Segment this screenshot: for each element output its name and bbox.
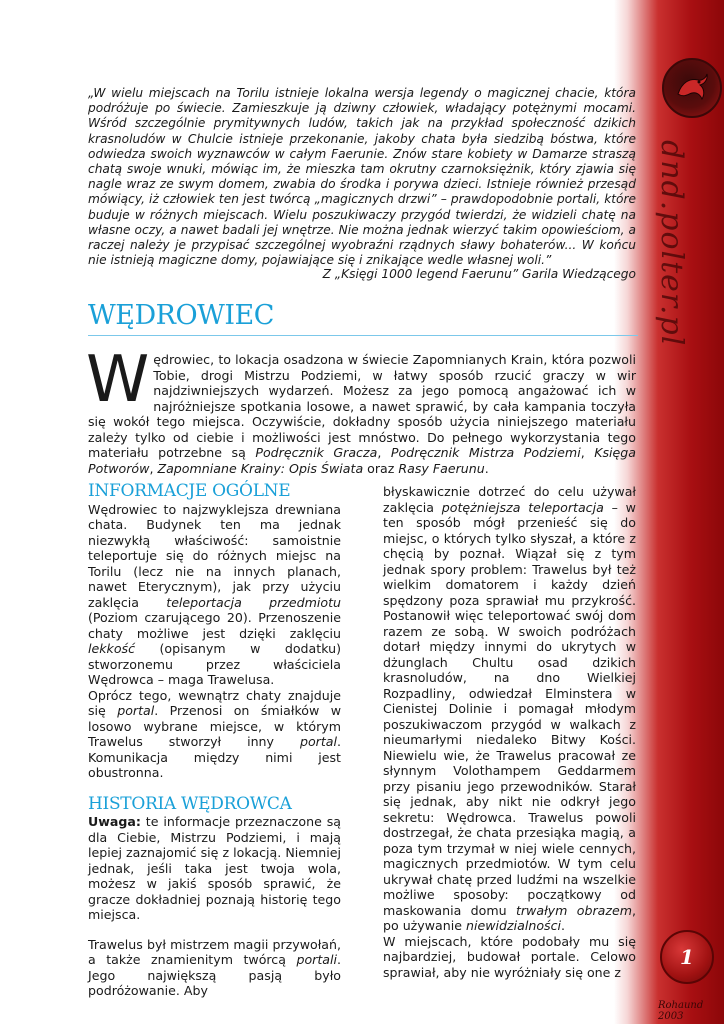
page-number-badge [660,930,714,984]
quote-source: Z „Księgi 1000 legend Faerunu” Garila Wiedzącego [322,267,636,281]
info-paragraph-1: Wędrowiec to najzwyklejsza drewniana chata. Budynek ten ma jednak niezwykłą właściwość: samoistnie teleportuje się do różnych miejsc na Torilu (lecz nie na innych planach, nawet Eterycznym), jak przy użyciu zaklęcia teleportacja przedmiotu (Poziom czarującego 20). Przenoszenie chaty możliwe jest dzięki zaklęciu lekkość (opisanym w dodatku) stworzonemu przez właściciela Wędrowca – maga Trawelusa. [88,501,342,687]
site-watermark: dnd.polter.pl [654,140,689,347]
history-paragraph-3: W miejscach, które podobały mu się najbardziej, budował portale. Celowo sprawiał, aby nie wyróżniały się one z [383,933,636,980]
page-title: WĘDROWIEC [88,300,638,336]
section-heading-info: INFORMACJE OGÓLNE [88,481,291,501]
history-note: Uwaga: te informacje przeznaczone są dla Ciebie, Mistrzu Podziemi, i mają lepiej zaznajomić się z lokacją. Niemniej jednak, jeśli taka jest twoja wola, możesz w jakiś sposób sprawić, że gracze dokładniej poznają historię tego miejsca. [88,814,341,922]
history-paragraph-2: błyskawicznie dotrzeć do celu używał zaklęcia potężniejsza teleportacja – w ten sposób mógł przenieść się do miejsc, o których tylko słyszał, a które z chęcią by poznał. Wiązał się z tym jednak spory problem: Trawelus był też wielkim domatorem i każdy dzień spędzony poza sprawiał mu przykrość. Postanowił więc teleportować swój dom razem ze sobą. W swoich podróżach dotarł między innymi do ukrytych w dżunglach Chultu osad dzikich krasnoludów, na dno Wielkiej Rozpadliny, odwiedzał Elminstera w Cienistej Dolinie i pomagał młodym poszukiwaczom przygód w walkach z nieumarłymi niedaleko Bitwy Kości. Niewielu wie, że Trawelus pracował ze słynnym Volothampem Geddarmem przy pisaniu jego przewodników. Starał się jednak, aby nikt nie odkrył jego sekretu: Wędrowca. Trawelus powoli dostrzegał, że chata przesiąka magią, a poza tym trzymał w niej wiele cennych, magicznych przedmiotów. W tym celu ukrywał chatę przed ludźmi na wszelkie możliwe sposoby: początkowy od maskowania domu trwałym obrazem, po używanie niewidzialności. [383,484,636,933]
info-paragraph-2: Oprócz tego, wewnątrz chaty znajduje się portal. Przenosi on śmiałków w losowo wybrane miejsce, w którym Trawelus stworzył inny portal. Komunikacja między nimi jest obustronna. [88,687,341,780]
section-heading-history: HISTORIA WĘDROWCA [88,793,292,814]
drop-cap: W [86,343,150,417]
intro-paragraph: Wędrowiec, to lokacja osadzona w świecie Zapomnianych Krain, która pozwoli Tobie, drogi Mistrzu Podziemi, w łatwy sposób rzucić graczy w wir najdziwniejszych wydarzeń. Możesz za jego pomocą angażować ich w najróżniejsze spotkania losowe, a nawet sprawić, by cała kampania toczyła się wokół tego miejsca. Oczywiście, dokładny sposób użycia niniejszego materiału zależy tylko od ciebie i możliwości jest mnóstwo. Do pełnego wykorzystania tego materiału potrzebne są Podręcznik Gracza, Podręcznik Mistrza Podziemi, Księga Potworów, Zapomniane Krainy: Opis Świata oraz Rasy Faerunu. [86,343,637,476]
legend-quote [88,86,636,268]
history-paragraph-1: Trawelus był mistrzem magii przywołań, a także znamienitym twórcą portali. Jego największą pasją było podróżowanie. Aby [88,936,341,998]
dragon-seal-icon [662,58,722,118]
left-column [88,481,342,999]
page-number: 1 [680,945,694,969]
right-column [383,484,636,980]
quote-text: „W wielu miejscach na Torilu istnieje lokalna wersja legendy o magicznej chacie, która podróżuje po świecie. Zamieszkuje ją dziwny człowiek, władający potężnymi mocami. Wśród szczególnie prymitywnych ludów, takich jak na przykład społeczność dzikich krasnoludów w Chulcie istnieje przekonanie, jakoby chata była siedzibą bóstwa, które odwiedza swoich wyznawców w całym Faerunie. Znów stare kobiety w Damarze straszą chatą swoje wnuki, mówiąc im, że mieszka tam okrutny czarnoksiężnik, który zjawia się nagle wraz ze swym domem, zwabia do środka i porywa dzieci. Istnieje również przesąd mówiący, iż człowiek ten jest twórcą „magicznych drzwi” – prawdopodobnie portali, które buduje w różnych miejscach. Wielu poszukiwaczy przygód twierdzi, że widzieli chatę na własne oczy, a nawet badali jej wnętrze. Nie można jednak wierzyć takim opowieściom, a raczej należy je przypisać szczególnej wyobraźni rządnych sławy bohaterów... W końcu nie istnieją magiczne domy, pojawiające się i znikające wedle własnej woli.” [88,86,636,268]
artist-signature: Rohaund 2003 [658,1000,704,1022]
